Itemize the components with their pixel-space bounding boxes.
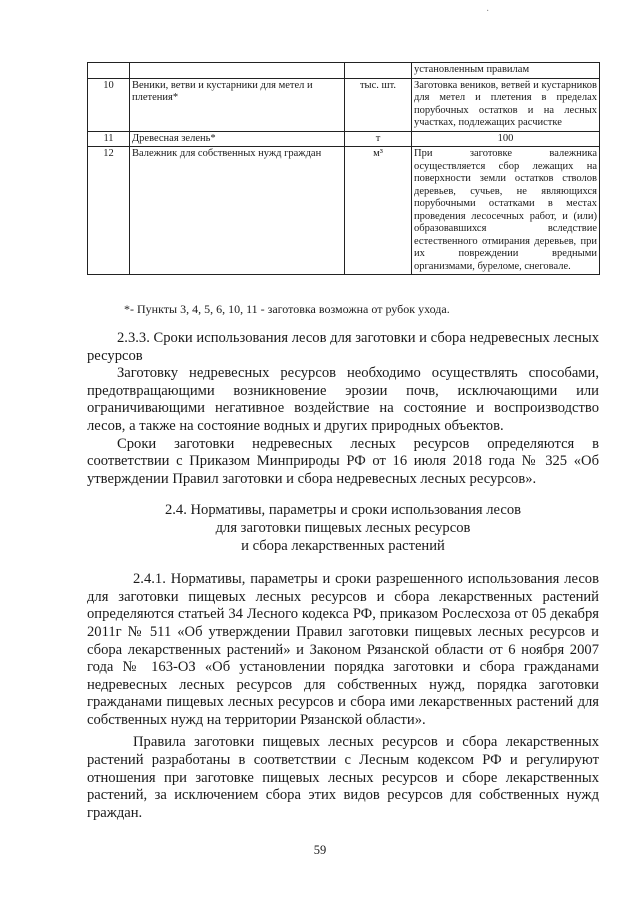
document-body	[87, 330, 599, 822]
unit: тыс. шт.	[345, 78, 412, 131]
resource-name: Древесная зелень*	[130, 131, 345, 147]
row-number: 11	[88, 131, 130, 147]
norm-note: установленным правилам	[412, 63, 600, 79]
paragraph: Заготовку недревесных ресурсов необходимо осуществлять способами, предотвращающими возникновение эрозии почв, исключающими или ограничивающими негативное воздействие на состояние и воспроизводство лесов, а также на состояние водных и других природных объектов.	[87, 365, 599, 434]
resources-table	[87, 62, 600, 275]
table-row	[88, 147, 600, 275]
unit: м³	[345, 147, 412, 275]
resource-name	[130, 63, 345, 79]
unit: т	[345, 131, 412, 147]
norm-value: 100	[412, 131, 600, 147]
section-2-3-3-title: 2.3.3. Сроки использования лесов для заготовки и сбора недревесных лесных ресурсов	[87, 330, 599, 364]
resource-name: Валежник для собственных нужд граждан	[130, 147, 345, 275]
row-number: 12	[88, 147, 130, 275]
unit	[345, 63, 412, 79]
table-footnote: *- Пункты 3, 4, 5, 6, 10, 11 - заготовка возможна от рубок ухода.	[124, 302, 450, 316]
row-number: 10	[88, 78, 130, 131]
paragraph: 2.4.1. Нормативы, параметры и сроки разрешенного использования лесов для заготовки пищевых лесных ресурсов и сбора лекарственных растений определяются статьей 34 Лесного кодекса РФ, приказом Рослесхоза от 05 декабря 2011г № 511 «Об утверждении Правил заготовки пищевых лесных ресурсов и сбора лекарственных растений» и Законом Рязанской области от 6 ноября 2007 года № 163-ОЗ «Об установлении порядка заготовки и сбора гражданами недревесных лесных ресурсов для собственных нужд, порядка заготовки гражданами пищевых лесных ресурсов и сбора ими лекарственных растений для собственных нужд на территории Рязанской области».	[87, 571, 599, 728]
table-row	[88, 63, 600, 79]
heading-line: для заготовки пищевых лесных ресурсов	[215, 519, 471, 536]
resource-name: Веники, ветви и кустарники для метел и плетения*	[130, 78, 345, 131]
row-number	[88, 63, 130, 79]
norm-note: При заготовке валежника осуществляется сбор лежащих на поверхности земли остатков стволов деревьев, сучьев, не являющихся порубочными остатками в местах проведения лесосечных работ, и (или) образовавшихся вследствие естественного отмирания деревьев, при их повреждении вредными организмами, буреломе, снеговале.	[412, 147, 600, 275]
section-2-4-heading	[87, 502, 599, 555]
heading-line: 2.4. Нормативы, параметры и сроки использования лесов	[164, 502, 522, 519]
table-row	[88, 78, 600, 131]
norm-note: Заготовка веников, ветвей и кустарников для метел и плетения в пределах порубочных остатков и на лесных участках, подлежащих расчистке	[412, 78, 600, 131]
scan-mark: ·	[486, 6, 490, 17]
paragraph: Правила заготовки пищевых лесных ресурсов и сбора лекарственных растений разработаны в соответствии с Лесным кодексом РФ и регулируют отношения при заготовке пищевых лесных ресурсов и сборе лекарственных растений, за исключением сбора этих видов ресурсов для собственных нужд граждан.	[87, 734, 599, 821]
page-number: 59	[313, 843, 327, 857]
paragraph: Сроки заготовки недревесных лесных ресурсов определяются в соответствии с Приказом Минприроды РФ от 16 июля 2018 года № 325 «Об утверждении Правил заготовки и сбора недревесных лесных ресурсов».	[87, 435, 599, 487]
table-row	[88, 131, 600, 147]
heading-line: и сбора лекарственных растений	[241, 537, 445, 554]
